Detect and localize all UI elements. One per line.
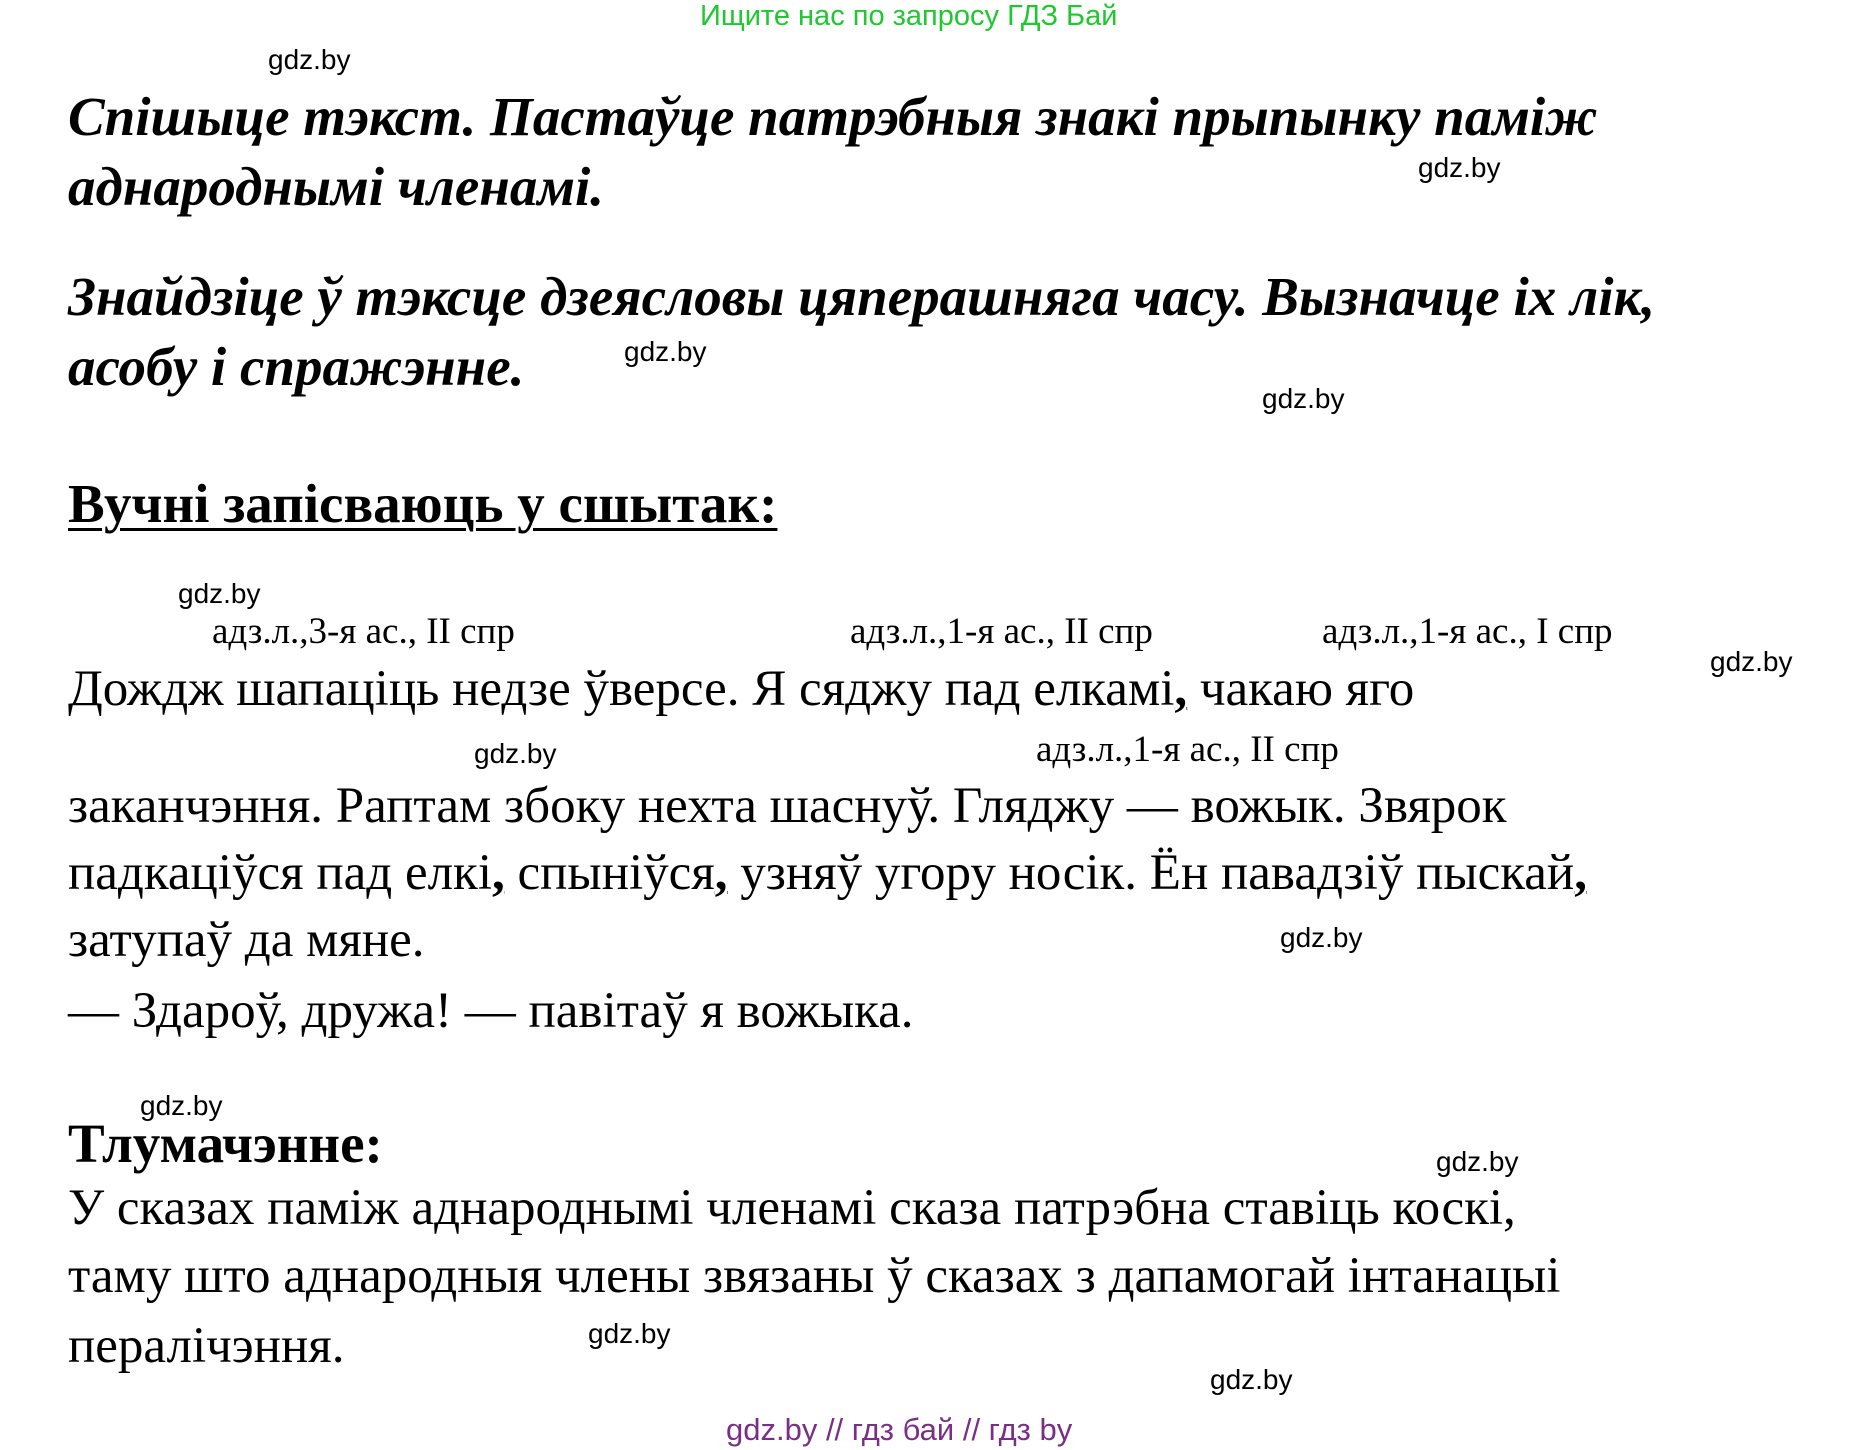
text-line-1: [68, 656, 1414, 722]
text-segment: чакаю яго: [1187, 661, 1415, 717]
inserted-comma: ,: [714, 845, 728, 901]
inserted-comma: ,: [1574, 845, 1587, 901]
watermark: gdz.by: [624, 336, 707, 367]
watermark: gdz.by: [268, 44, 351, 75]
inserted-comma: ,: [1174, 661, 1188, 717]
task-line-4: асобу і спражэнне.: [68, 336, 525, 397]
text-line-3: [68, 840, 1587, 906]
watermark: gdz.by: [178, 578, 261, 609]
text-segment: Дождж шапаціць недзе ўверсе. Я сяджу пад елкамі: [68, 661, 1175, 717]
text-segment: падкаціўся пад елкі: [68, 845, 492, 901]
verb-annotation-4: адз.л.,1-я ас., II спр: [1036, 729, 1339, 770]
task-line-3: Знайдзіце ў тэксце дзеясловы цяперашняга часу. Вызначце іх лік,: [68, 266, 1656, 327]
explanation-line-2: таму што аднародныя члены звязаны ў сказах з дапамогай інтанацыі: [68, 1248, 1561, 1304]
watermark: gdz.by: [1280, 922, 1363, 953]
explanation-heading: Тлумачэнне:: [68, 1113, 383, 1174]
text-segment: спыніўся: [504, 845, 715, 901]
inserted-comma: ,: [492, 845, 505, 901]
watermark: gdz.by: [1210, 1364, 1293, 1395]
watermark: gdz.by: [1436, 1146, 1519, 1177]
text-line-4: затупаў да мяне.: [68, 912, 425, 968]
watermark: gdz.by: [1710, 646, 1793, 677]
watermark: gdz.by: [1418, 152, 1501, 183]
text-line-2: заканчэння. Раптам збоку нехта шаснуў. Гляджу — вожык. Звярок: [68, 778, 1507, 834]
watermark: gdz.by: [140, 1090, 223, 1121]
site-banner: Ищите нас по запросу ГДЗ Бай: [700, 0, 1118, 32]
task-line-2: аднароднымі членамі.: [68, 156, 605, 217]
verb-annotation-3: адз.л.,1-я ас., I спр: [1322, 611, 1613, 652]
answer-heading: Вучні запісваюць у сшытак:: [68, 473, 778, 534]
explanation-line-3: пералічэння.: [68, 1318, 345, 1374]
dialogue-line: — Здароў, дружа! — павітаў я вожыка.: [68, 983, 914, 1039]
footer-links: gdz.by // гдз бай // гдз by: [726, 1412, 1073, 1447]
watermark: gdz.by: [474, 738, 557, 769]
watermark: gdz.by: [588, 1318, 671, 1349]
verb-annotation-1: адз.л.,3-я ас., II спр: [212, 611, 515, 652]
watermark: gdz.by: [1262, 383, 1345, 414]
text-segment: узняў угору носік. Ён павадзіў пыскай: [727, 845, 1575, 901]
explanation-line-1: У сказах паміж аднароднымі членамі сказа патрэбна ставіць коскі,: [68, 1180, 1516, 1236]
task-line-1: Спішыце тэкст. Пастаўце патрэбныя знакі прыпынку паміж: [68, 86, 1598, 147]
verb-annotation-2: адз.л.,1-я ас., II спр: [850, 611, 1153, 652]
